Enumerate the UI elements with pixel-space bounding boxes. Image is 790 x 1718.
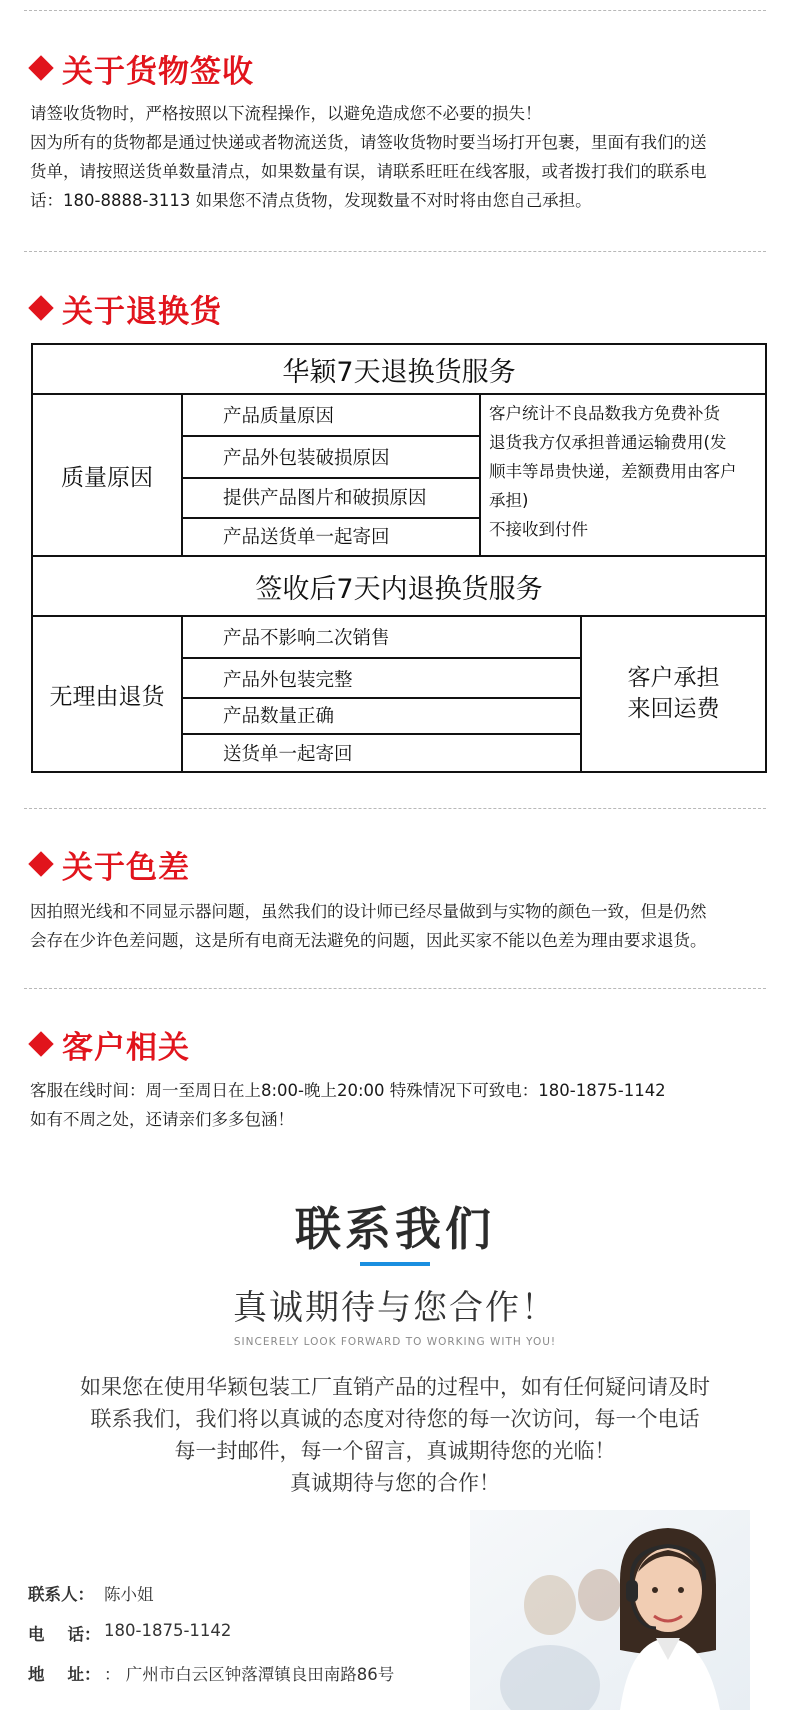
no-reason-item: 送货单一起寄回 bbox=[223, 744, 353, 765]
quality-note: 客户统计不良品数我方免费补货 退货我方仅承担普通运输费用(发 顺丰等昂贵快递，差额费用由客户 承担) 不接收到付件 bbox=[489, 404, 737, 539]
no-reason-item: 产品不影响二次销售 bbox=[223, 628, 390, 649]
section-title-color: 关于色差 bbox=[28, 844, 190, 884]
section-title-return: 关于退换货 bbox=[28, 288, 222, 328]
color-paragraph: 因拍照光线和不同显示器问题，虽然我们的设计师已经尽量做到与实物的颜色一致，但是仍然 会存在少许色差问题，这是所有电商无法避免的问题，因此买家不能以色差为理由要求退货。 bbox=[30, 902, 707, 950]
diamond-icon bbox=[28, 851, 53, 876]
quality-item: 提供产品图片和破损原因 bbox=[223, 488, 427, 509]
divider bbox=[24, 988, 766, 989]
no-reason-item: 产品外包装完整 bbox=[223, 670, 353, 691]
contact-person: 联系人： 陈小姐 bbox=[28, 1585, 154, 1604]
no-reason-label: 无理由退货 bbox=[49, 683, 165, 710]
sign-paragraph: 请签收货物时，严格按照以下流程操作，以避免造成您不必要的损失！ 因为所有的货物都是通过快递或者物流送货，请签收货物时要当场打开包裹，里面有我们的送 货单，请按照送货单数量清点，如果数量有误，请联系旺旺在线客服，或者拨打我们的联系电 话：180-8888-3113 如果您不清点货物，发现数量不对时将由您自己承担。 bbox=[30, 104, 707, 210]
customer-paragraph: 客服在线时间：周一至周日在上8:00-晚上20:00 特殊情况下可致电：180-1875-1142 如有不周之处，还请亲们多多包涵！ bbox=[30, 1081, 666, 1129]
contact-phone: 电 话： 180-1875-1142 bbox=[28, 1621, 232, 1644]
quality-item: 产品外包装破损原因 bbox=[223, 448, 390, 469]
diamond-icon bbox=[28, 55, 53, 80]
return-policy-table bbox=[31, 343, 767, 773]
table-header-7day: 华颖7天退换货服务 bbox=[282, 356, 516, 388]
contact-address: 地 址： ： 广州市白云区钟落潭镇良田南路86号 bbox=[28, 1665, 395, 1684]
contact-paragraph: 如果您在使用华颖包装工厂直销产品的过程中，如有任何疑问请及时 联系我们，我们将以真诚的态度对待您的每一次访问，每一个电话 每一封邮件，每一个留言，真诚期待您的光临！ 真诚期待与您的合作！ bbox=[80, 1375, 710, 1495]
divider bbox=[24, 10, 766, 11]
diamond-icon bbox=[28, 1031, 53, 1056]
section-title-sign: 关于货物签收 bbox=[28, 48, 254, 88]
no-reason-item: 产品数量正确 bbox=[223, 706, 335, 727]
customer-service-agent-photo bbox=[470, 1510, 750, 1710]
title-underline bbox=[360, 1262, 430, 1266]
contact-subtitle-en: SINCERELY LOOK FORWARD TO WORKING WITH YOU! bbox=[233, 1336, 557, 1348]
contact-title: 联系我们 bbox=[295, 1202, 495, 1256]
diamond-icon bbox=[28, 295, 53, 320]
divider bbox=[24, 808, 766, 809]
no-reason-note: 客户承担 来回运费 bbox=[627, 665, 720, 722]
divider bbox=[24, 251, 766, 252]
table-header-after-sign: 签收后7天内退换货服务 bbox=[255, 573, 543, 605]
quality-reason-label: 质量原因 bbox=[61, 464, 153, 491]
quality-item: 产品送货单一起寄回 bbox=[223, 527, 390, 548]
quality-item: 产品质量原因 bbox=[223, 406, 335, 427]
contact-subtitle: 真诚期待与您合作！ bbox=[233, 1288, 557, 1328]
section-title-customer: 客户相关 bbox=[28, 1024, 190, 1064]
